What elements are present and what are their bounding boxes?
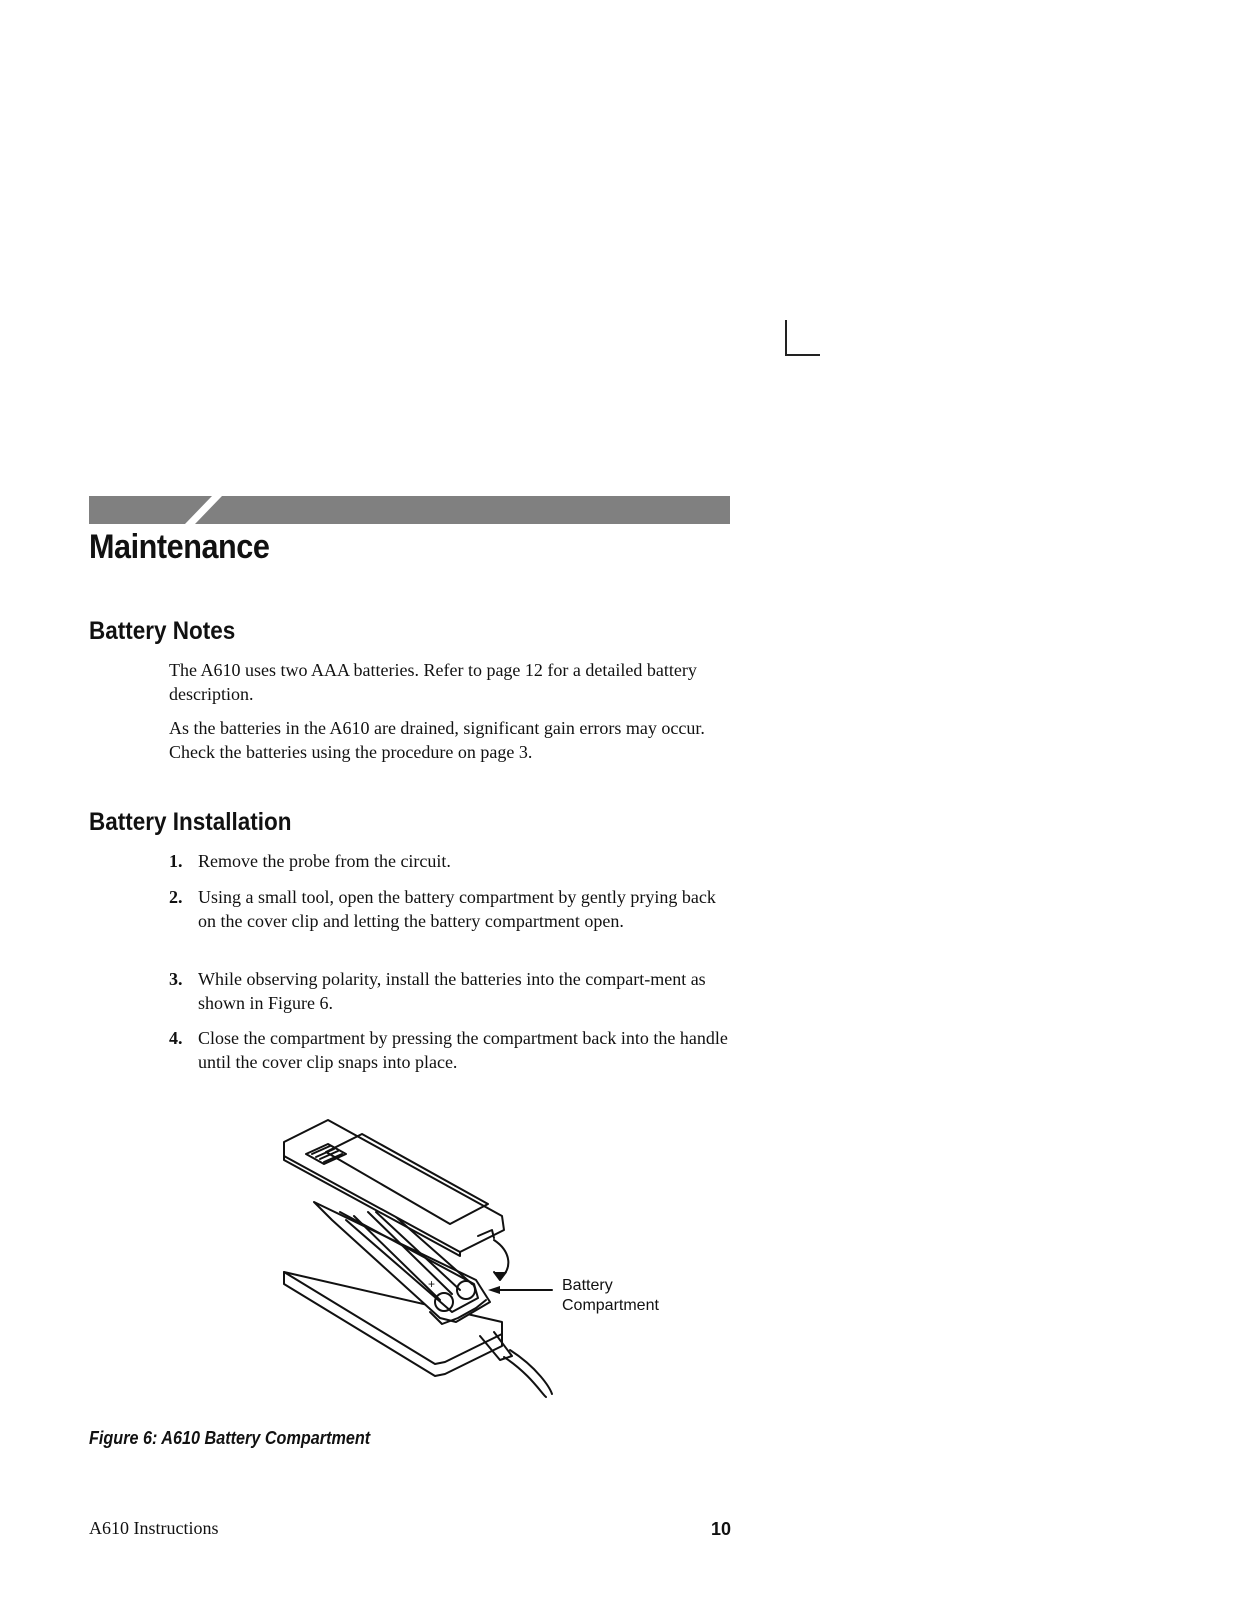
- step-number: 4.: [169, 1028, 183, 1048]
- battery-cover: [284, 1120, 504, 1252]
- step-text: Using a small tool, open the battery compartment by gently prying back on the cover clip and letting the battery compartment open.: [198, 887, 716, 931]
- installation-step: [169, 968, 729, 1015]
- step-text: Close the compartment by pressing the compartment back into the handle until the cover clip snaps into place.: [198, 1028, 728, 1072]
- installation-step: [169, 1027, 729, 1074]
- step-number: 2.: [169, 887, 183, 907]
- callout-label-line-1: Battery: [562, 1277, 613, 1294]
- callout-arrowhead: [488, 1286, 500, 1294]
- chapter-bar-right-segment: [195, 496, 730, 524]
- polarity-plus-symbol: +: [428, 1277, 436, 1291]
- footer-document-title: A610 Instructions: [89, 1518, 219, 1538]
- battery-notes-heading: Battery Notes: [89, 617, 236, 645]
- step-number: 1.: [169, 851, 183, 871]
- battery-installation-heading: Battery Installation: [89, 808, 292, 836]
- step-text: While observing polarity, install the batteries into the compart-ment as shown in Figure 6.: [198, 969, 706, 1013]
- footer-page-number: 10: [710, 1519, 731, 1539]
- battery-compartment-illustration: [280, 1112, 680, 1412]
- chapter-header-bar: [89, 496, 730, 524]
- probe-cable-lower: [510, 1350, 552, 1394]
- installation-step: [169, 850, 729, 874]
- installation-step: [169, 886, 729, 933]
- chapter-bar-left-segment: [89, 496, 212, 524]
- callout-label-line-2: Compartment: [562, 1297, 659, 1314]
- battery-notes-paragraph-1: The A610 uses two AAA batteries. Refer to page 12 for a detailed battery description.: [169, 660, 697, 704]
- probe-cable: [504, 1357, 546, 1397]
- rotation-arrowhead: [494, 1272, 506, 1280]
- figure-caption: Figure 6: A610 Battery Compartment: [89, 1428, 371, 1448]
- step-number: 3.: [169, 969, 183, 989]
- step-text: Remove the probe from the circuit.: [198, 851, 451, 871]
- crop-mark: [785, 320, 820, 356]
- battery-notes-paragraph-2: As the batteries in the A610 are drained, significant gain errors may occur. Check the batteries using the procedure on page 3.: [169, 718, 705, 762]
- chapter-title: Maintenance: [89, 528, 270, 566]
